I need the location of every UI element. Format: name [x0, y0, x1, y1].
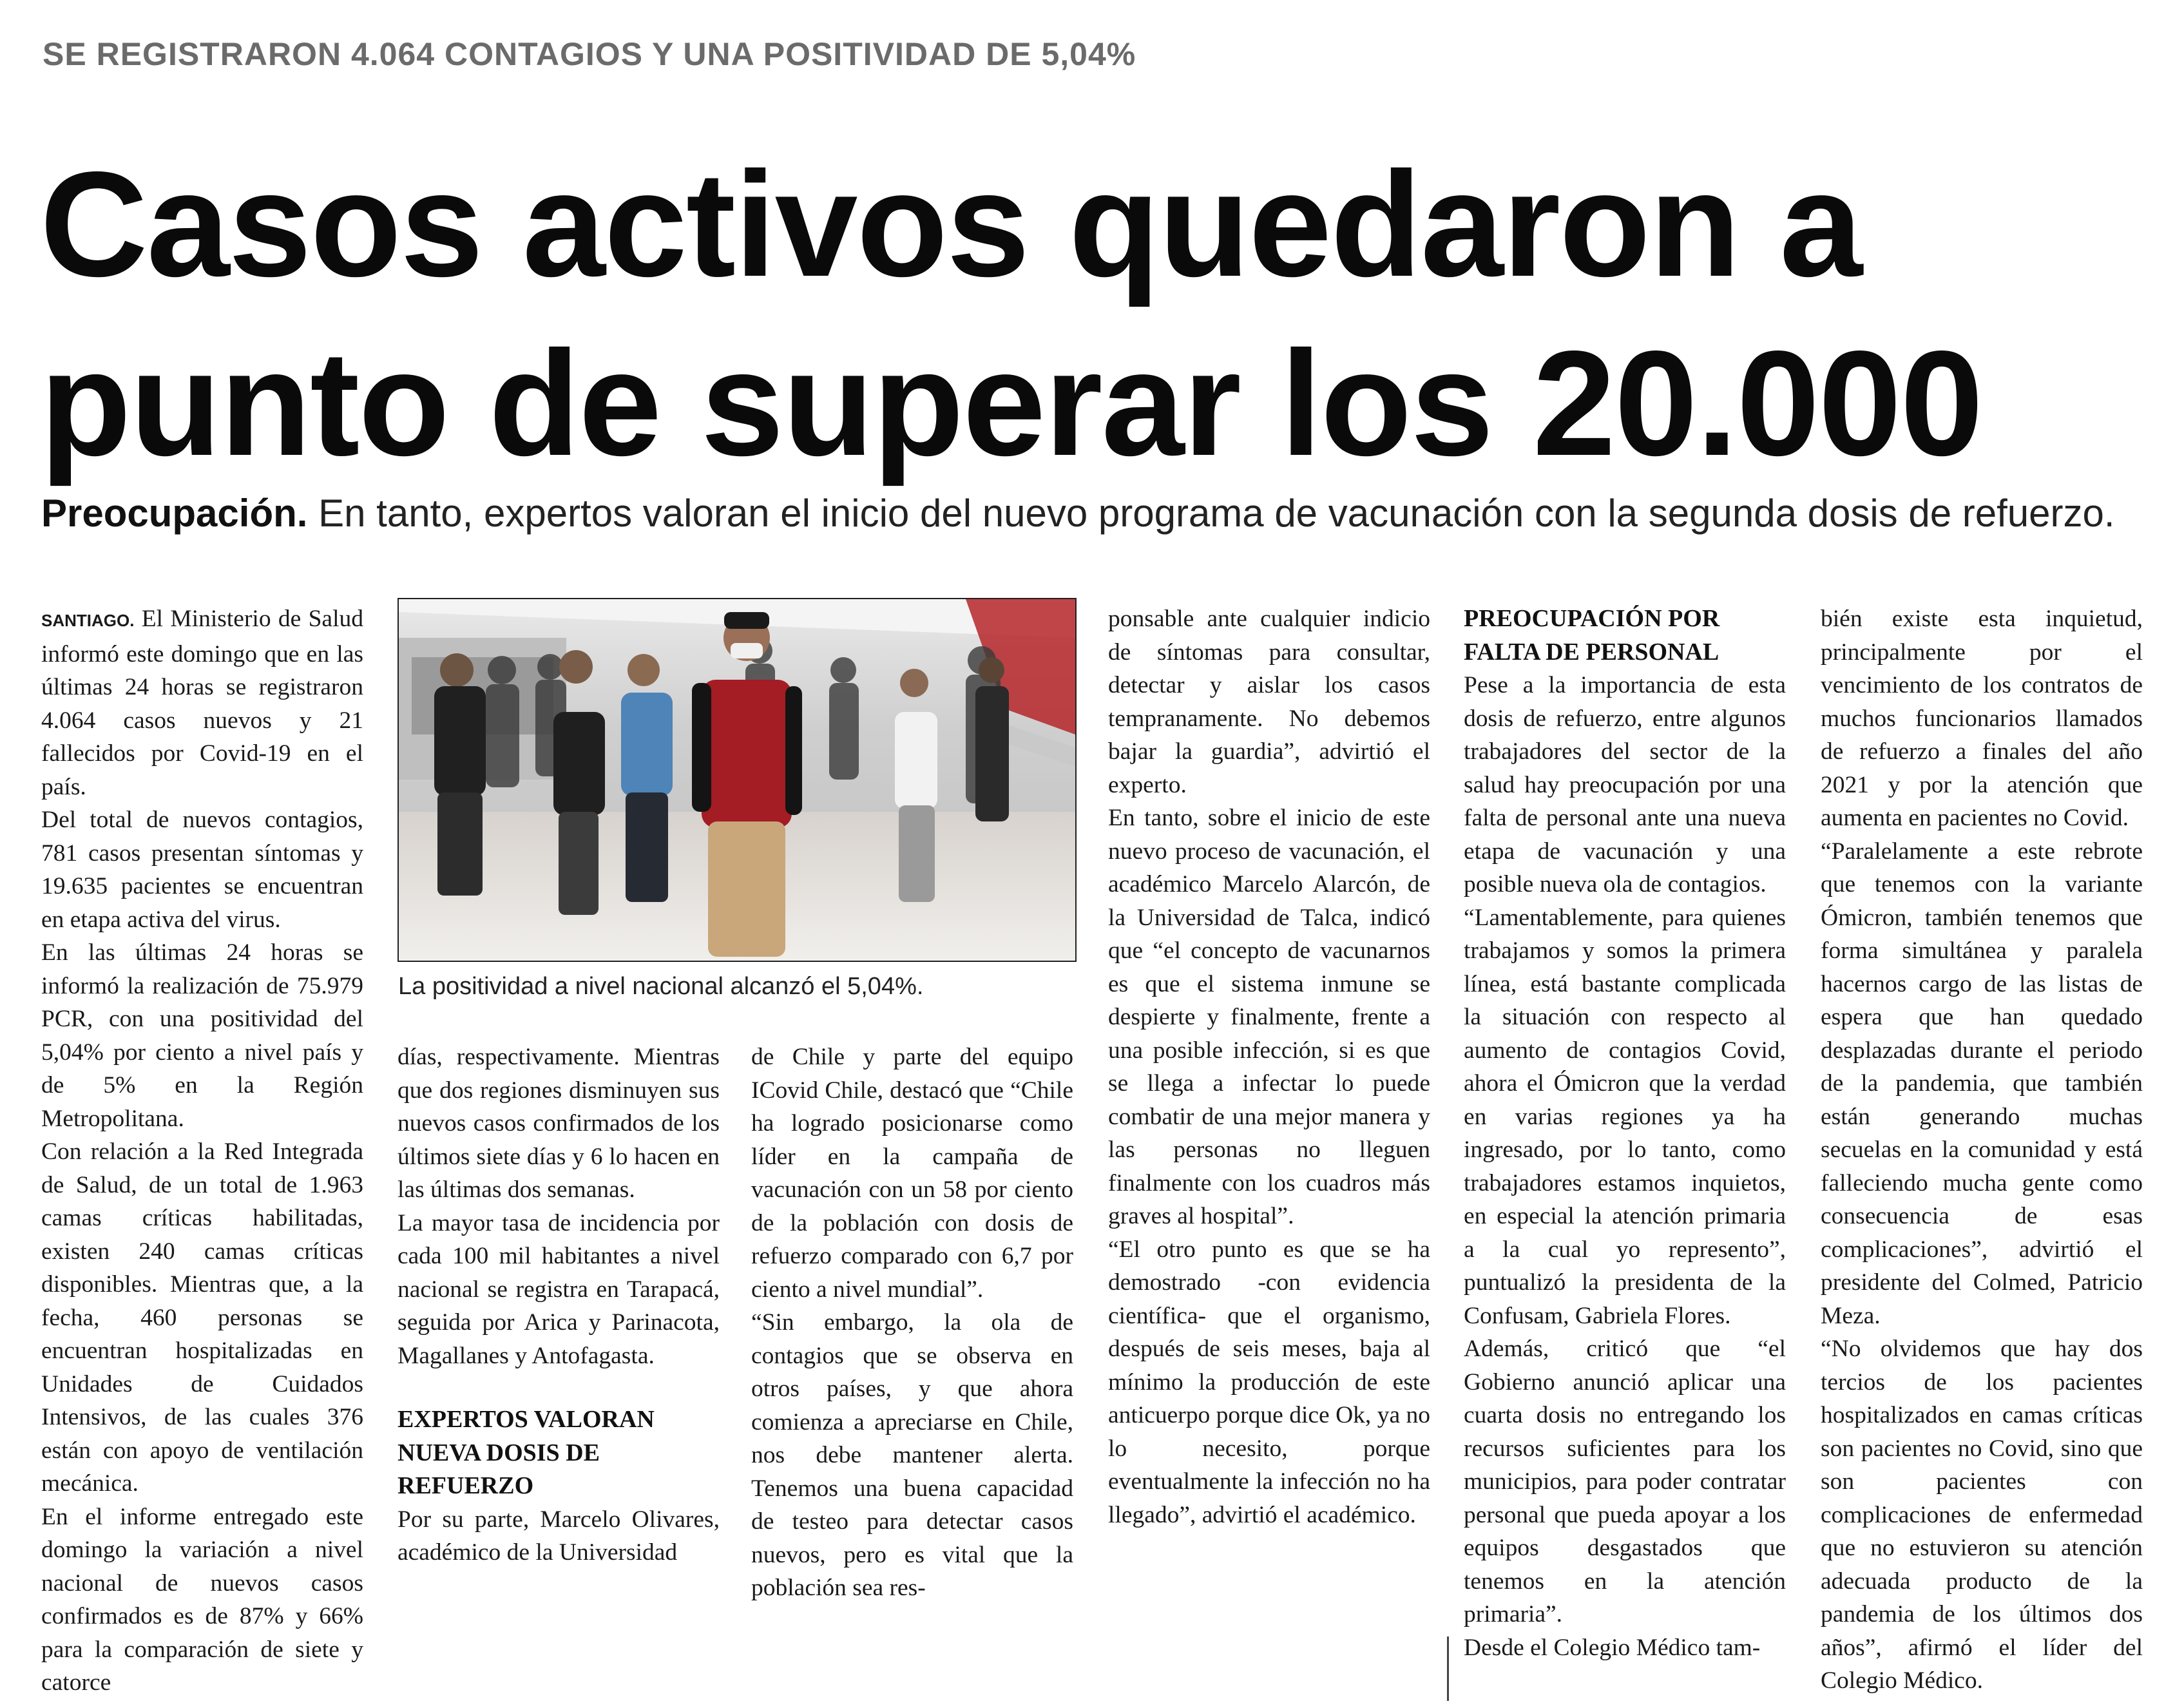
subheadline [41, 491, 2154, 535]
paragraph: “Paralelamente a este rebrote que tenemos con la variante Ómicron, también tenemos que forma simultánea y paralela hacernos cargo de las listas de espera que han quedado desplazadas durante el periodo de la pandemia, que también están generando muchas secuelas en la comunidad y está falleciendo mucha gente como consecuencia de esas complicaciones”, advirtió el presidente del Colmed, Patricio Meza. [1821, 838, 2143, 1329]
paragraph: “El otro punto es que se ha demostrado -con evidencia científica- que el organismo, después de seis meses, baja al mínimo la producción de este anticuerpo porque dice Ok, ya no lo necesito, porque eventualmente la infección no ha llegado”, advirtió el académico. [1108, 1236, 1430, 1528]
paragraph: “No olvidemos que hay dos tercios de los pacientes hospitalizados en camas críticas son pacientes no Covid, sino que son pacientes con complicaciones de enfermedad que no estuvieron su atención adecuada producto de la pandemia de los últimos dos años”, afirmó el líder del Colegio Médico. [1821, 1336, 2143, 1694]
paragraph: La mayor tasa de incidencia por cada 100 mil habitantes a nivel nacional se registra en Tarapacá, seguida por Arica y Parinacota, Magallanes y Antofagasta. [398, 1209, 720, 1369]
paragraph: Por su parte, Marcelo Olivares, académico de la Universidad [398, 1506, 720, 1566]
headline-line-2: punto de superar los 20.000 [40, 320, 1982, 487]
paragraph [41, 602, 363, 803]
article-column-3 [751, 1041, 1073, 1605]
dateline: SANTIAGO. [41, 611, 135, 630]
article-column-6 [1821, 602, 2143, 1698]
paragraph: En las últimas 24 horas se informó la realización de 75.979 PCR, con una positividad del 5,04% por ciento a nivel país y de 5% en la Región Metropolitana. [41, 939, 363, 1132]
kicker: SE REGISTRARON 4.064 CONTAGIOS Y UNA POSITIVIDAD DE 5,04% [43, 36, 1136, 72]
crowd-photo-illustration [399, 599, 1075, 961]
paragraph: En el informe entregado este domingo la variación a nivel nacional de nuevos casos confirmados es de 87% y 66% para la comparación de siete y catorce [41, 1503, 363, 1696]
subheadline-lead: Preocupación. [41, 492, 308, 535]
paragraph: días, respectivamente. Mientras que dos regiones disminuyen sus nuevos casos confirmados de los últimos siete días y 6 lo hacen en las últimas dos semanas. [398, 1044, 720, 1203]
section-subhead: PREOCUPACIÓN POR FALTA DE PERSONAL [1464, 605, 1720, 666]
paragraph: de Chile y parte del equipo ICovid Chile, destacó que “Chile ha logrado posicionarse como líder en la campaña de vacunación con un 58 por ciento de la población con dosis de refuerzo comparado con 6,7 por ciento a nivel mundial”. [751, 1044, 1073, 1303]
paragraph: Pese a la importancia de esta dosis de refuerzo, entre algunos trabajadores del sector de la salud hay preocupación por una falta de personal ante una nueva etapa de vacunación y una posible nueva ola de contagios. [1464, 672, 1786, 897]
paragraph: Con relación a la Red Integrada de Salud, de un total de 1.963 camas críticas habilitadas, existen 240 camas críticas disponibles. Mientras que, a la fecha, 460 personas se encuentran hospitalizadas en Unidades de Cuidados Intensivos, de las cuales 376 están con apoyo de ventilación mecánica. [41, 1138, 363, 1497]
article-column-1 [41, 602, 363, 1700]
subheadline-text: En tanto, expertos valoran el inicio del nuevo programa de vacunación con la segunda dosis de refuerzo. [307, 492, 2115, 535]
paragraph-text: El Ministerio de Salud informó este domingo que en las últimas 24 horas se registraron 4.064 casos nuevos y 21 fallecidos por Covid-19 en el país. [41, 606, 363, 800]
article-column-5 [1464, 602, 1786, 1664]
article-column-2 [398, 1041, 720, 1569]
photo-caption: La positividad a nivel nacional alcanzó el 5,04%. [398, 973, 924, 1000]
article-column-4 [1108, 602, 1430, 1531]
headline [40, 135, 2153, 494]
paragraph: “Sin embargo, la ola de contagios que se observa en otros países, y que ahora comienza a apreciarse en Chile, nos debe mantener alerta. Tenemos una buena capacidad de testeo para detectar casos nuevos, pero es vital que la población sea res- [751, 1309, 1073, 1601]
paragraph: bién existe esta inquietud, principalmente por el vencimiento de los contratos de muchos funcionarios llamados de refuerzo a finales del año 2021 y por la atención que aumenta en pacientes no Covid. [1821, 606, 2143, 831]
paragraph: Además, criticó que “el Gobierno anunció aplicar una cuarta dosis no entregando los recursos suficientes para los municipios, para poder contratar personal que pueda apoyar a los equipos desgastados que tenemos en la atención primaria”. [1464, 1336, 1786, 1627]
section-subhead: EXPERTOS VALORAN NUEVA DOSIS DE REFUERZO [398, 1406, 655, 1499]
column-rule [1447, 1636, 1449, 1701]
paragraph: Desde el Colegio Médico tam- [1464, 1634, 1761, 1661]
paragraph: Del total de nuevos contagios, 781 casos presentan síntomas y 19.635 pacientes se encuentran en etapa activa del virus. [41, 807, 363, 933]
news-photo [398, 598, 1077, 962]
headline-line-1: Casos activos quedaron a [40, 141, 1862, 308]
paragraph: En tanto, sobre el inicio de este nuevo proceso de vacunación, el académico Marcelo Alarcón, de la Universidad de Talca, indicó que “el concepto de vacunarnos es que el sistema inmune se despierte y finalmente, frente a una posible infección, si es que se llega a infectar lo puede combatir de una mejor manera y las personas no lleguen finalmente con los cuadros más graves al hospital”. [1108, 805, 1430, 1229]
paragraph: ponsable ante cualquier indicio de síntomas para consultar, detectar y aislar los casos tempranamente. No debemos bajar la guardia”, advirtió el experto. [1108, 606, 1430, 798]
paragraph: “Lamentablemente, para quienes trabajamos y somos la primera línea, está bastante complicada la situación con respecto al aumento de contagios Covid, ahora el Ómicron que la verdad en varias regiones ya ha ingresado, por lo tanto, como trabajadores estamos inquietos, en especial la atención primaria a la cual yo represento”, puntualizó la presidenta de la Confusam, Gabriela Flores. [1464, 904, 1786, 1329]
